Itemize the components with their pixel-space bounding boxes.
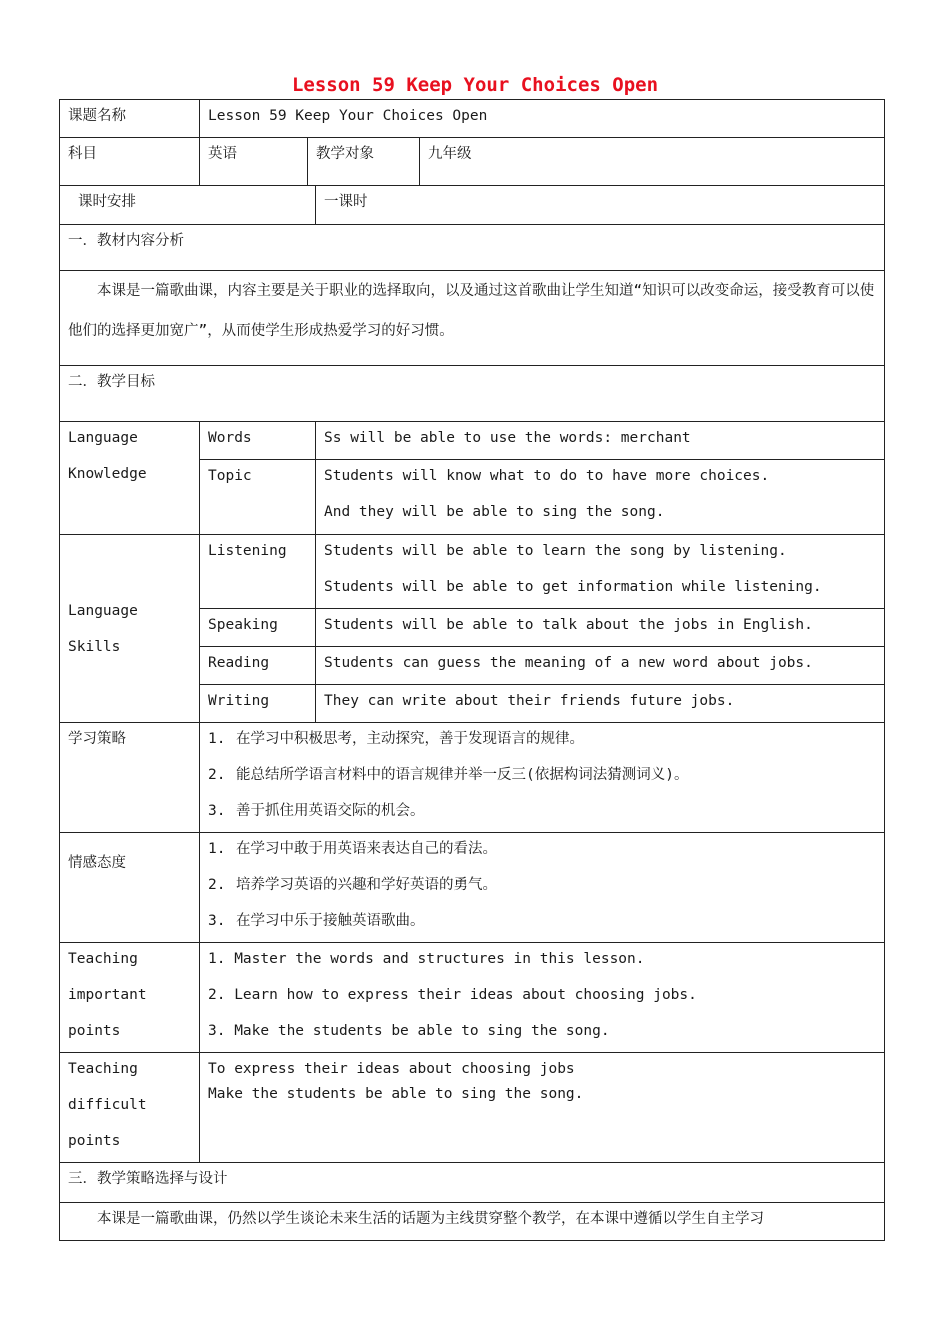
language-skills-label: Language Skills (60, 535, 200, 723)
skill-reading: Reading (200, 647, 316, 685)
schedule-row (60, 186, 885, 225)
important-item: 3. Make the students be able to sing the song. (208, 1023, 610, 1039)
attitude-item: 2. 培养学习英语的兴趣和学好英语的勇气。 (208, 877, 497, 893)
important-row (60, 943, 885, 1053)
goal-topic: Students will know what to do to have more choices. And they will be able to sing the song. (316, 460, 885, 535)
important-list (200, 943, 885, 1053)
goal-reading: Students can guess the meaning of a new word about jobs. (316, 647, 885, 685)
strategy-item: 2. 能总结所学语言材料中的语言规律并举一反三(依据构词法猜测词义)。 (208, 767, 689, 783)
goal-listening: Students will be able to learn the song by listening. Students will be able to get information while listening. (316, 535, 885, 609)
important-item: 1. Master the words and structures in this lesson. (208, 951, 645, 967)
section1-text-row (60, 271, 885, 366)
section2-heading-row (60, 366, 885, 422)
audience-label: 教学对象 (308, 138, 420, 186)
difficult-label: Teaching difficult points (60, 1053, 200, 1163)
lesson-plan-table (59, 99, 885, 1241)
knowledge-row-words (60, 422, 885, 460)
section2-heading: 二．教学目标 (60, 366, 885, 422)
topic-row (60, 100, 885, 138)
topic-label: 课题名称 (60, 100, 200, 138)
important-item: 2. Learn how to express their ideas about choosing jobs. (208, 987, 697, 1003)
strategy-row (60, 723, 885, 833)
strategy-list (200, 723, 885, 833)
attitude-item: 1. 在学习中敢于用英语来表达自己的看法。 (208, 841, 497, 857)
difficult-row (60, 1053, 885, 1163)
section3-text-row (60, 1203, 885, 1241)
subject-label: 科目 (60, 138, 200, 186)
attitude-label: 情感态度 (60, 833, 200, 943)
section1-heading-row (60, 225, 885, 271)
skill-listening: Listening (200, 535, 316, 609)
skill-topic: Topic (200, 460, 316, 535)
skill-writing: Writing (200, 685, 316, 723)
audience-value: 九年级 (420, 138, 885, 186)
strategy-item: 1. 在学习中积极思考，主动探究，善于发现语言的规律。 (208, 731, 584, 747)
attitude-row (60, 833, 885, 943)
skills-row-listening (60, 535, 885, 609)
topic-value: Lesson 59 Keep Your Choices Open (200, 100, 885, 138)
section1-heading: 一．教材内容分析 (60, 225, 885, 271)
difficult-list (200, 1053, 885, 1163)
section3-heading-row (60, 1163, 885, 1203)
difficult-item: Make the students be able to sing the song. (208, 1086, 584, 1102)
strategy-item: 3. 善于抓住用英语交际的机会。 (208, 803, 425, 819)
section3-heading: 三．教学策略选择与设计 (60, 1163, 885, 1203)
attitude-item: 3. 在学习中乐于接触英语歌曲。 (208, 913, 425, 929)
attitude-list (200, 833, 885, 943)
difficult-item: To express their ideas about choosing jobs (208, 1061, 575, 1077)
skill-words: Words (200, 422, 316, 460)
goal-speaking: Students will be able to talk about the jobs in English. (316, 609, 885, 647)
schedule-value: 一课时 (316, 186, 885, 225)
strategy-label: 学习策略 (60, 723, 200, 833)
document-title: Lesson 59 Keep Your Choices Open (291, 74, 659, 96)
skill-speaking: Speaking (200, 609, 316, 647)
language-knowledge-label: Language Knowledge (60, 422, 200, 535)
goal-words: Ss will be able to use the words: merchant (316, 422, 885, 460)
important-label: Teaching important points (60, 943, 200, 1053)
section3-text: 本课是一篇歌曲课，仍然以学生谈论未来生活的话题为主线贯穿整个教学，在本课中遵循以学生自主学习 (60, 1203, 885, 1241)
schedule-label: 课时安排 (60, 186, 316, 225)
goal-writing: They can write about their friends future jobs. (316, 685, 885, 723)
subject-value: 英语 (200, 138, 308, 186)
section1-text: 本课是一篇歌曲课，内容主要是关于职业的选择取向，以及通过这首歌曲让学生知道“知识可以改变命运，接受教育可以使他们的选择更加宽广”，从而使学生形成热爱学习的好习惯。 (60, 271, 885, 366)
subject-row (60, 138, 885, 186)
